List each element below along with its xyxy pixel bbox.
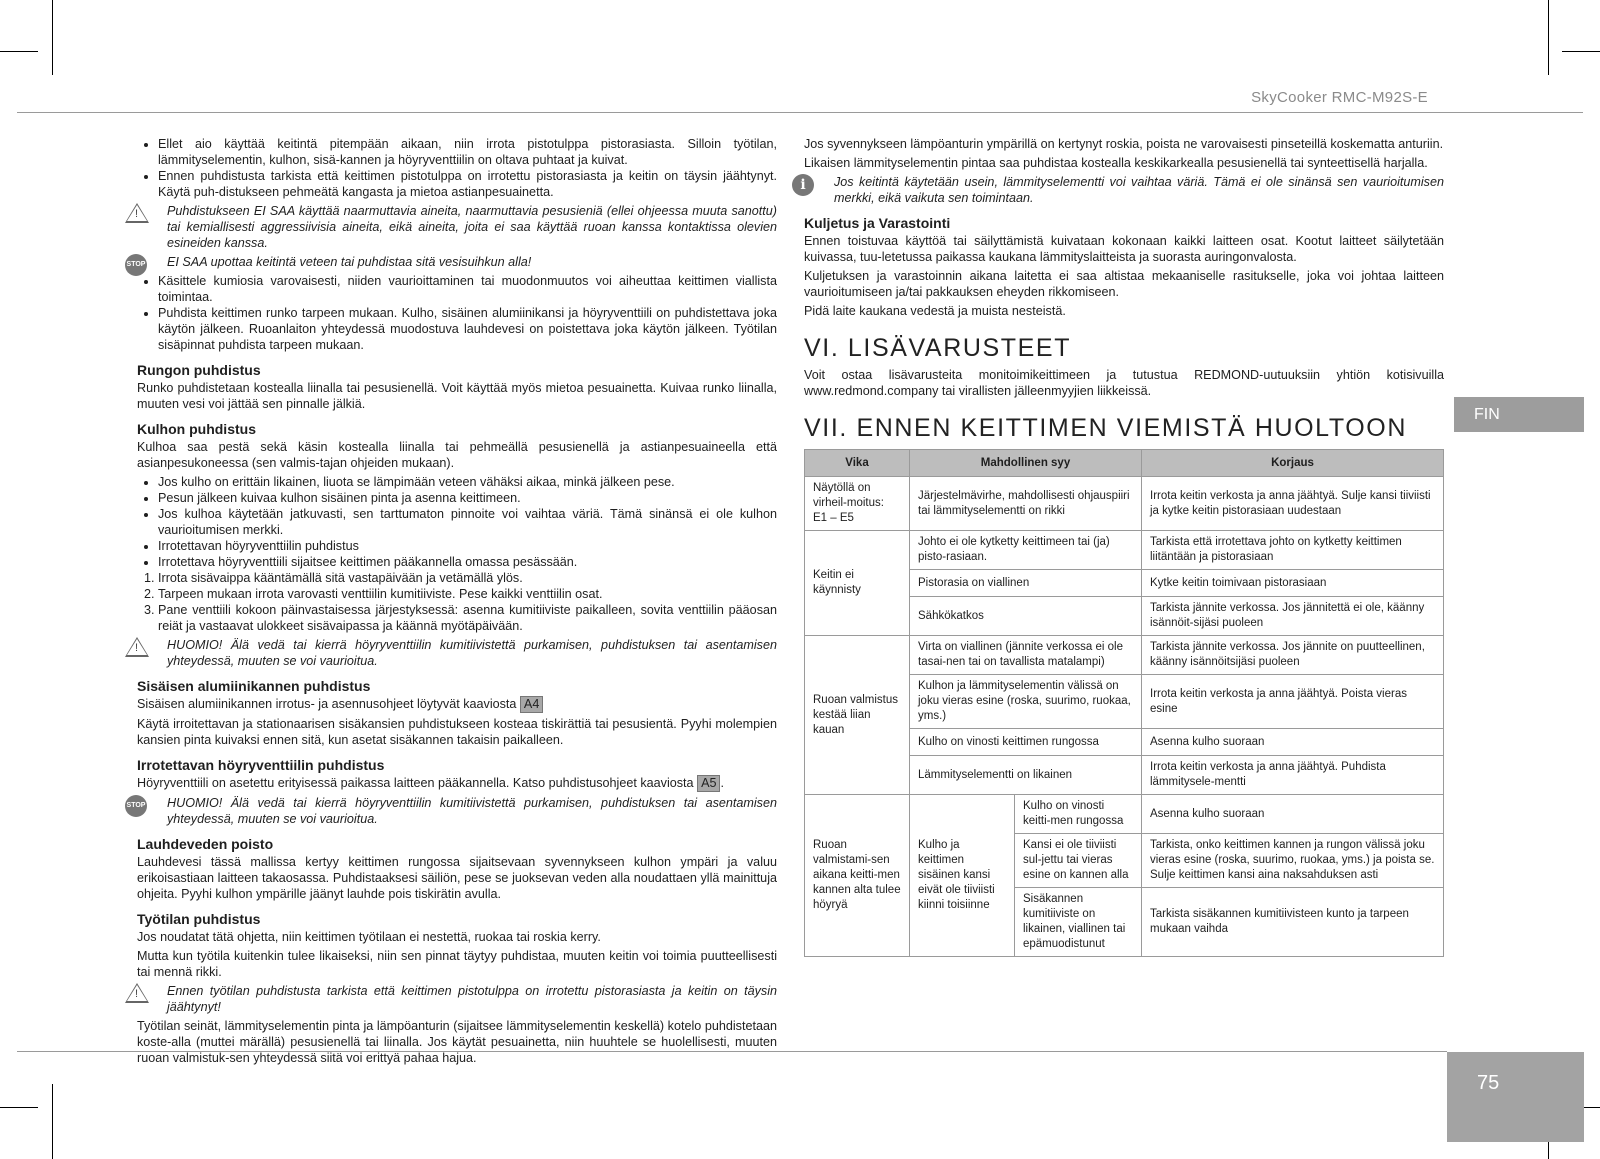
note-text: Jos keitintä käytetään usein, lämmityselementti voi vaihtaa väriä. Tämä ei ole sinänsä sen vaurioitumisen merkki, eikä vaikuta sen toimintaan.	[834, 175, 1444, 205]
list-item: • Jos kulhoa käytetään jatkuvasti, sen tarttumaton pinnoite voi vaihtaa väriä. Tämä sinänsä ei ole kulhon vaurioitumisen merkki.	[158, 506, 777, 538]
table-cell: Sähkökatkos	[910, 597, 1142, 636]
table-cell: Virta on viallinen (jännite verkossa ei ole tasai-nen tai on tavallista matalampi)	[910, 636, 1142, 675]
section-heading: Kuljetus ja Varastointi	[804, 215, 951, 231]
table-cell: Lämmityselementti on likainen	[910, 756, 1142, 795]
table-cell: Tarkista, onko keittimen kannen ja rungon välissä joku vieras esine (roska, suurimo, ruokaa, yms.) ja poista se. Sulje keittimen kansi aina naksahduksen asti	[1142, 834, 1444, 888]
paragraph: Lauhdevesi tässä mallissa kertyy keittimen rungossa sijaitsevaan syvennykseen kulhon ympäri ja valuu erikoisastiaan laitteen takaosassa. Puhdistaaksesi säiliön, pese se juoksevan veden alla noudattaen yllä mainittuja ohjeita. Pyyhi kulhon ympärille jäänyt lauhde pois tiskirätin avulla.	[137, 855, 777, 901]
list-item: • Käsittele kumiosia varovaisesti, niiden vaurioittaminen tai muodonmuutos voi aiheuttaa keittimen viallista toimintaa.	[158, 273, 777, 305]
stop-icon: STOP	[125, 795, 147, 817]
table-cell: Pistorasia on viallinen	[910, 570, 1142, 597]
table-cell: Johto ei ole kytketty keittimeen tai (ja) pisto-rasiaan.	[910, 531, 1142, 570]
troubleshooting-table	[804, 449, 1444, 957]
table-header: Vika	[805, 450, 910, 477]
bullet-list	[137, 474, 777, 570]
crop-mark	[52, 0, 53, 75]
note-text: EI SAA upottaa keitintä veteen tai puhdistaa sitä vesisuihkun alla!	[167, 255, 532, 269]
list-item: • Pesun jälkeen kuivaa kulhon sisäinen pinta ja asenna keittimeen.	[158, 490, 777, 506]
table-row	[805, 636, 1444, 675]
paragraph: Jos syvennykseen lämpöanturin ympärillä on kertynyt roskia, poista ne varovaisesti pinseteillä koskematta anturiin.	[804, 137, 1444, 151]
note-text: HUOMIO! Älä vedä tai kierrä höyryventtiilin kumitiivistettä purkamisen, puhdistuksen tai asentamisen yhteydessä, muuten se voi vaurioitua.	[167, 796, 777, 826]
language-tab: FIN	[1454, 397, 1584, 432]
section-heading: Lauhdeveden poisto	[137, 836, 274, 852]
list-item: • Puhdista keittimen runko tarpeen mukaan. Kulho, sisäinen alumiinikansi ja höyryventtiili on puhdistettava joka käytön jälkeen. Ruoanlaiton yhteydessä muodostuva lauhdevesi on poistettava joka käytön jälkeen. Työtilan sisäpinnat puhdista tarpeen mukaan.	[158, 305, 777, 353]
list-item: 2. Tarpeen mukaan irrota varovasti venttiilin kumitiiviste. Pese kaikki venttiilin osat.	[158, 586, 777, 602]
product-name: SkyCooker RMC-M92S-E	[1251, 89, 1428, 106]
right-column	[800, 136, 1444, 957]
paragraph: Käytä irroitettavan ja stationaarisen sisäkansien puhdistukseen kosteaa tiskirättiä tai pesusientä. Pyyhi molempien kansien pinta kuivaksi ennen sitä, kun asetat sisäkannen takaisin paikalleen.	[137, 717, 777, 747]
warning-icon: !	[125, 983, 149, 1003]
table-cell: Kulho on vinosti keittimen rungossa	[910, 729, 1142, 756]
paragraph: Ennen toistuvaa käyttöä tai säilyttämistä kuivataan kokonaan kaikki laitteen osat. Kootut laitteet säilytetään kuivassa, tuu-letetussa paikassa kaukana lämmityslaitteista ja suorasta auringonvalosta.	[804, 234, 1444, 264]
crop-mark	[1562, 51, 1600, 52]
warning-note	[137, 637, 777, 669]
note-text: Ennen työtilan puhdistusta tarkista että keittimen pistotulppa on irrotettu pistorasiasta ja keitin on täysin jäähtynyt!	[167, 984, 777, 1014]
bullet-list	[137, 273, 777, 353]
paragraph: Työtilan seinät, lämmityselementin pinta ja lämpöanturin (sijaitsee lämmityselementin keskellä) kotelo puhdistetaan koste-alla (muttei märällä) pesusienellä tai liinalla. Jos käytät pesuainetta, niin huuhtele se huolellisesti, muuten ruoan valmistuk-sen yhteydessä siitä voi erittyä pahaa hajua.	[137, 1019, 777, 1065]
paragraph	[137, 696, 777, 713]
warning-note	[137, 983, 777, 1015]
stop-note	[126, 795, 777, 827]
section-heading: Rungon puhdistus	[137, 362, 261, 378]
list-item: • Ellet aio käyttää keitintä pitempään aikaan, niin irrota pistotulppa pistorasiasta. Silloin työtilan, lämmityselementin, kulhon, sisä-kannen ja höyryventtiilin on oltava puhtaat ja kuivat.	[158, 136, 777, 168]
stop-note	[126, 254, 777, 270]
table-cell: Järjestelmävirhe, mahdollisesti ohjauspiiri tai lämmityselementti on rikki	[910, 477, 1142, 531]
table-row	[805, 531, 1444, 570]
diagram-ref-a5: A5	[697, 775, 720, 792]
crop-mark	[0, 1107, 38, 1108]
warning-icon: !	[125, 203, 149, 223]
table-row	[805, 795, 1444, 834]
paragraph-text: Sisäisen alumiinikannen irrotus- ja asennusohjeet löytyvät kaaviosta	[137, 697, 517, 711]
table-cell: Asenna kulho suoraan	[1142, 795, 1444, 834]
crop-mark	[52, 1084, 53, 1159]
paragraph: Jos noudatat tätä ohjetta, niin keittimen työtilaan ei nestettä, ruokaa tai roskia kerry.	[137, 930, 601, 944]
page-number: 75	[1447, 1052, 1584, 1142]
table-cell: Kulho ja keittimen sisäinen kansi eivät ole tiiviisti kiinni toisiinne	[910, 795, 1015, 957]
crop-mark	[1548, 0, 1549, 75]
table-cell: Irrota keitin verkosta ja anna jäähtyä. Poista vieras esine	[1142, 675, 1444, 729]
table-cell: Kansi ei ole tiiviisti sul-jettu tai vieras esine on kannen alla	[1015, 834, 1142, 888]
table-cell: Irrota keitin verkosta ja anna jäähtyä. Sulje kansi tiiviisti ja kytke keitin pistorasiaan uudestaan	[1142, 477, 1444, 531]
table-cell: Sisäkannen kumitiiviste on likainen, viallinen tai epämuodistunut	[1015, 888, 1142, 957]
left-column	[126, 136, 777, 1069]
table-cell: Keitin ei käynnisty	[805, 531, 910, 636]
stop-icon: STOP	[125, 254, 147, 276]
section-heading: Sisäisen alumiinikannen puhdistus	[137, 678, 371, 694]
table-header-row	[805, 450, 1444, 477]
table-cell: Ruoan valmistus kestää liian kauan	[805, 636, 910, 795]
note-text: Puhdistukseen EI SAA käyttää naarmuttavia aineita, naarmuttavia pesusieniä (ellei ohjeessa muuta sanottu) tai kemiallisesti aggressiivisia aineita, eikä aineita, joita ei saa käyttää ruoan kanssa kontaktissa olevien esineiden kanssa.	[167, 204, 777, 250]
info-icon: i	[792, 174, 814, 196]
paragraph: Runko puhdistetaan kostealla liinalla tai pesusienellä. Voit käyttää myös mietoa pesuainetta. Kuivaa runko liinalla, muuten vesi voi jättää sen pinnalle jälkiä.	[137, 381, 777, 411]
header-rule	[17, 112, 1583, 113]
table-row	[805, 477, 1444, 531]
table-cell: Tarkista jännite verkossa. Jos jännitettä ei ole, käänny isännöit-sijäsi puoleen	[1142, 597, 1444, 636]
warning-note	[137, 203, 777, 251]
table-cell: Ruoan valmistami-sen aikana keitti-men kannen alta tulee höyryä	[805, 795, 910, 957]
paragraph: Mutta kun työtila kuitenkin tulee likaiseksi, niin sen pinnat täytyy puhdistaa, muuten keitin voi toimia puutteellisesti tai mennä rikki.	[137, 949, 777, 979]
table-cell: Tarkista että irrotettava johto on kytketty keittimen liitäntään ja pistorasiaan	[1142, 531, 1444, 570]
section-heading: Kulhon puhdistus	[137, 421, 256, 437]
note-text: HUOMIO! Älä vedä tai kierrä höyryventtiilin kumitiivistettä purkamisen, puhdistuksen tai asentamisen yhteydessä, muuten se voi vaurioitua.	[167, 638, 777, 668]
paragraph: Höyryventtiili on asetettu erityisessä paikassa laitteen pääkannella. Katso puhdistusohjeet kaaviosta A5 .	[137, 776, 724, 790]
table-cell: Kulhon ja lämmityselementin välissä on joku vieras esine (roska, suurimo, ruokaa, yms.)	[910, 675, 1142, 729]
list-item: • Jos kulho on erittäin likainen, liuota se lämpimään veteen vähäksi aikaa, minkä jälkeen pese.	[158, 474, 777, 490]
bullet-list	[137, 136, 777, 200]
section-heading: Irrotettavan höyryventtiilin puhdistus	[137, 757, 385, 773]
diagram-ref-a4: A4	[520, 696, 543, 713]
warning-icon: !	[125, 637, 149, 657]
list-item: • Irrotettavan höyryventtiilin puhdistus	[158, 538, 777, 554]
numbered-list	[137, 570, 777, 634]
paragraph: Likaisen lämmityselementin pintaa saa puhdistaa kostealla keskikarkealla pesusienellä tai synteettisellä harjalla.	[804, 156, 1428, 170]
table-cell: Näytöllä on virheil-moitus: E1 – E5	[805, 477, 910, 531]
table-cell: Kulho on vinosti keitti-men rungossa	[1015, 795, 1142, 834]
chapter-heading: VI. LISÄVARUSTEET	[804, 334, 1072, 362]
paragraph: Pidä laite kaukana vedestä ja muista nesteistä.	[804, 304, 1066, 318]
paragraph: Kuljetuksen ja varastoinnin aikana laitetta ei saa altistaa mekaaniselle rasitukselle, joka voi johtaa laitteen vaurioitumiseen ja/tai pakkauksen eheyden rikkomiseen.	[804, 269, 1444, 299]
info-note	[800, 174, 1444, 206]
table-cell: Kytke keitin toimivaan pistorasiaan	[1142, 570, 1444, 597]
paragraph: Kulhoa saa pestä sekä käsin kostealla liinalla tai pehmeällä pesusienellä ja astianpesuaineella että asianpesukoneessa (sen valmis-tajan ohjeiden mukaan).	[137, 440, 777, 470]
section-heading: Työtilan puhdistus	[137, 911, 261, 927]
table-header: Korjaus	[1142, 450, 1444, 477]
list-item: • Irrotettava höyryventtiili sijaitsee keittimen pääkannella omassa pesässään.	[158, 554, 777, 570]
table-header: Mahdollinen syy	[910, 450, 1142, 477]
table-cell: Tarkista sisäkannen kumitiivisteen kunto ja tarpeen mukaan vaihda	[1142, 888, 1444, 957]
table-cell: Tarkista jännite verkossa. Jos jännite on puutteellinen, käänny isännöitsijäsi puoleen	[1142, 636, 1444, 675]
list-item: 1. Irrota sisävaippa kääntämällä sitä vastapäivään ja vetämällä ylös.	[158, 570, 777, 586]
paragraph: Voit ostaa lisävarusteita monitoimikeittimeen ja tutustua REDMOND-uutuuksiin yhtiön kotisivuilla www.redmond.company tai virallisten jälleenmyyjien liikkeissä.	[804, 368, 1444, 398]
list-item: • Ennen puhdistusta tarkista että keittimen pistotulppa on irrotettu pistorasiasta ja keitin on täysin jäähtynyt. Käytä puh-distukseen pehmeätä kangasta ja mietoa astianpesuainetta.	[158, 168, 777, 200]
table-cell: Irrota keitin verkosta ja anna jäähtyä. Puhdista lämmitysele-mentti	[1142, 756, 1444, 795]
paragraph-text: Höyryventtiili on asetettu erityisessä paikassa laitteen pääkannella. Katso puhdistusohjeet kaaviosta	[137, 776, 694, 790]
table-cell: Asenna kulho suoraan	[1142, 729, 1444, 756]
chapter-heading: VII. ENNEN KEITTIMEN VIEMISTÄ HUOLTOON	[804, 414, 1407, 442]
list-item: 3. Pane venttiili kokoon päinvastaisessa järjestyksessä: asenna kumitiiviste paikalleen, sovita venttiilin pääosan reiät ja vastaavat ulokkeet sisävaipassa ja käännä myötäpäivään.	[158, 602, 777, 634]
crop-mark	[0, 51, 38, 52]
